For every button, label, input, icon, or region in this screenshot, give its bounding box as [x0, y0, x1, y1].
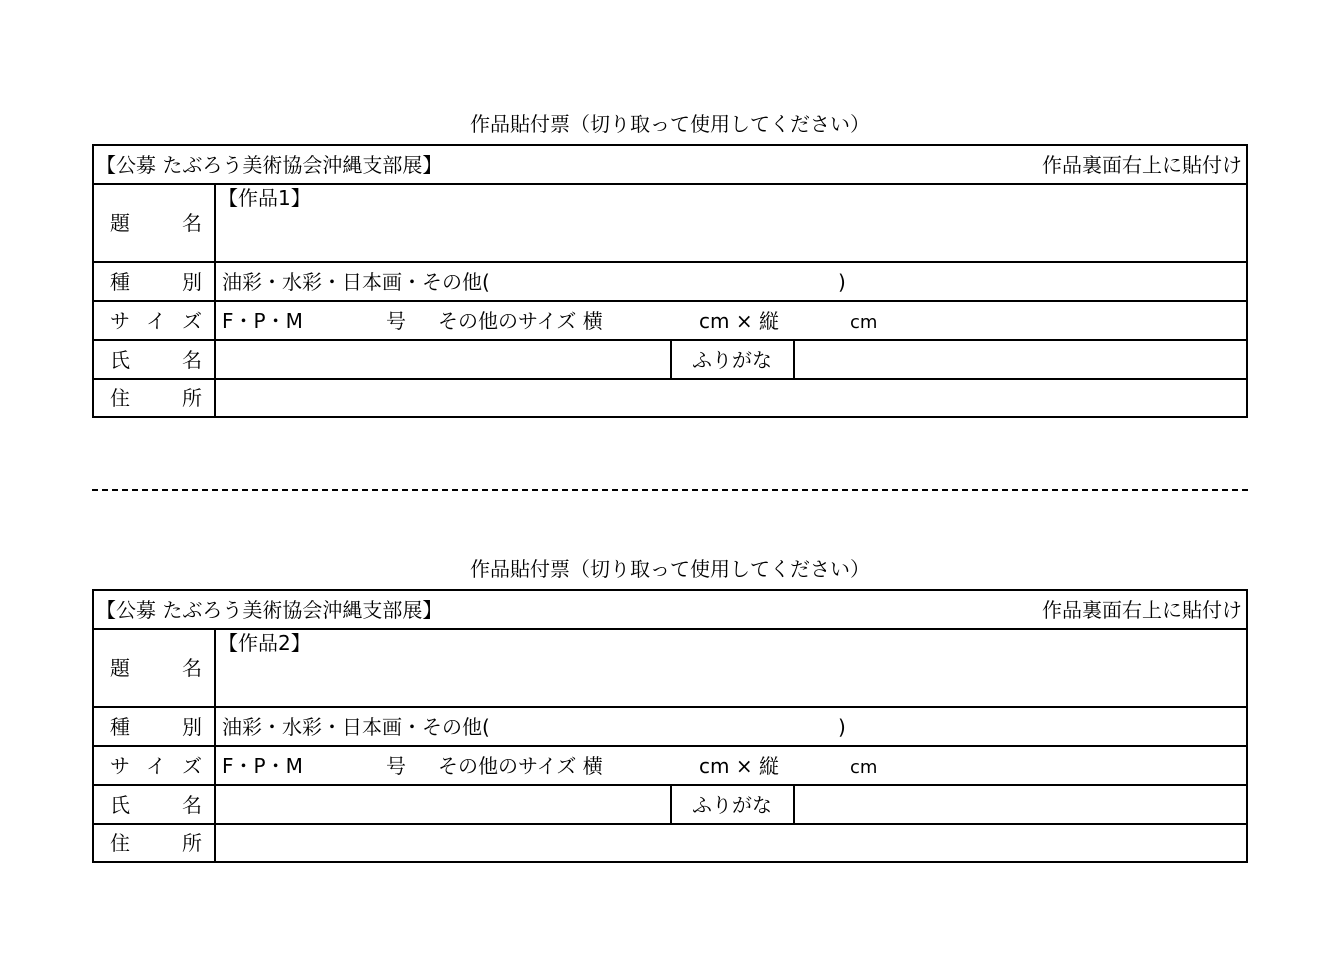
- form2-size-row: [94, 747, 1246, 786]
- form1-name-label: 氏 名: [94, 341, 216, 378]
- form1-size-row: [94, 302, 1246, 341]
- form2-address-row: [94, 825, 1246, 861]
- form2-attach-note: 作品裏面右上に貼付け: [1042, 598, 1242, 622]
- form1-header-row: [94, 146, 1246, 185]
- form1-name-row: [94, 341, 1246, 380]
- form1-size-other: その他のサイズ 横: [438, 309, 603, 333]
- form2-category-options[interactable]: 油彩・水彩・日本画・その他(: [222, 715, 490, 739]
- form2-furigana-label: ふりがな: [692, 793, 772, 817]
- form1-attach-note: 作品裏面右上に貼付け: [1042, 153, 1242, 177]
- form2: [92, 589, 1248, 863]
- form2-size-cm-x: cm × 縦: [699, 754, 779, 778]
- form2-name-input[interactable]: [218, 786, 670, 823]
- form2-header-row: [94, 591, 1246, 630]
- form1-name-divider: [670, 341, 672, 378]
- form1-title: 作品貼付票（切り取って使用してください）: [470, 112, 870, 136]
- form1-size-cm: cm: [850, 312, 878, 333]
- form2-size-fpm[interactable]: F・P・M: [222, 754, 303, 778]
- form1-work-number: 【作品1】: [218, 186, 311, 210]
- form1-size-label: サ イ ズ: [94, 302, 216, 339]
- form1-address-row: [94, 380, 1246, 416]
- form2-address-label: 住 所: [94, 825, 216, 861]
- form1-size-go: 号: [386, 309, 406, 333]
- form1-size-cm-x: cm × 縦: [699, 309, 779, 333]
- form2-title-row: [94, 630, 1246, 708]
- form2-category-label: 種 別: [94, 708, 216, 745]
- form1-title-label: 題 名: [94, 185, 216, 261]
- form2-name-label: 氏 名: [94, 786, 216, 823]
- form2-furigana-input[interactable]: [795, 786, 1246, 823]
- form1-address-input[interactable]: [218, 380, 1246, 416]
- form1: [92, 144, 1248, 418]
- form1-address-label: 住 所: [94, 380, 216, 416]
- form1-furigana-label: ふりがな: [692, 348, 772, 372]
- form1-category-row: [94, 263, 1246, 302]
- form2-title-label: 題 名: [94, 630, 216, 706]
- form1-category-label: 種 別: [94, 263, 216, 300]
- form1-title-row: [94, 185, 1246, 263]
- form2-category-row: [94, 708, 1246, 747]
- form1-furigana-input[interactable]: [795, 341, 1246, 378]
- form2-work-number: 【作品2】: [218, 631, 311, 655]
- form2-name-divider: [670, 786, 672, 823]
- form1-exhibition-name: 【公募 たぶろう美術協会沖縄支部展】: [96, 153, 443, 177]
- form1-size-fpm[interactable]: F・P・M: [222, 309, 303, 333]
- form2-title-input-area[interactable]: [218, 656, 1246, 706]
- form2-size-cm: cm: [850, 757, 878, 778]
- cut-line: [92, 489, 1248, 491]
- form1-category-close: ): [838, 270, 846, 294]
- form1-name-input[interactable]: [218, 341, 670, 378]
- form2-address-input[interactable]: [218, 825, 1246, 861]
- form2-name-row: [94, 786, 1246, 825]
- form2-exhibition-name: 【公募 たぶろう美術協会沖縄支部展】: [96, 598, 443, 622]
- form2-size-go: 号: [386, 754, 406, 778]
- form2-category-close: ): [838, 715, 846, 739]
- form1-title-input-area[interactable]: [218, 211, 1246, 261]
- form2-title: 作品貼付票（切り取って使用してください）: [470, 557, 870, 581]
- form1-category-options[interactable]: 油彩・水彩・日本画・その他(: [222, 270, 490, 294]
- form2-size-other: その他のサイズ 横: [438, 754, 603, 778]
- form2-size-label: サ イ ズ: [94, 747, 216, 784]
